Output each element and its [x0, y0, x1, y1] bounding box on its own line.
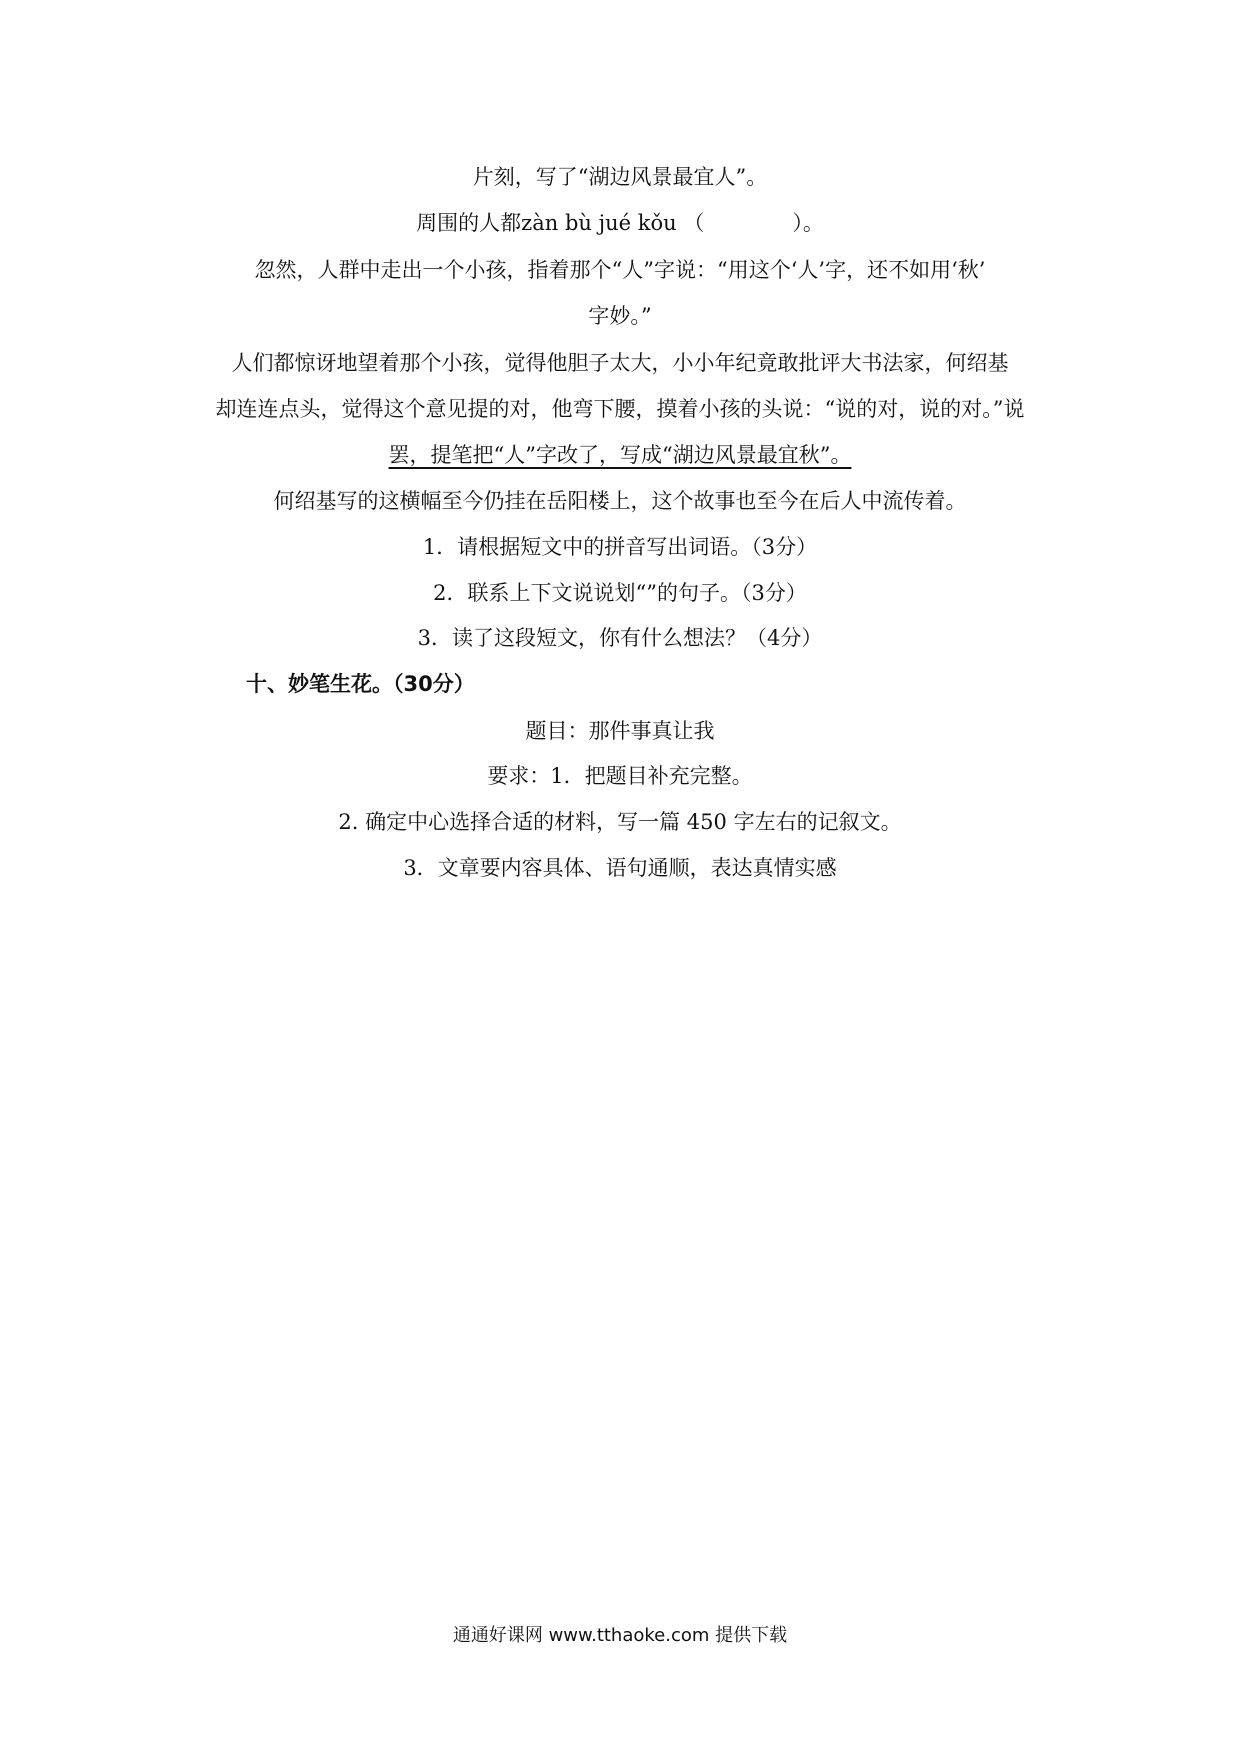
section-10-heading: 十、妙笔生花。（30分）: [246, 672, 475, 696]
story-paragraph-4-line-1: 人们都惊讶地望着那个小孩，觉得他胆子太大，小小年纪竟敢批评大书法家，何绍基: [231, 351, 1009, 375]
story-paragraph-3-line-2: 字妙。”: [588, 304, 652, 328]
paragraph-text: 周围的人都: [416, 211, 522, 235]
story-paragraph-5: 何绍基写的这横幅至今仍挂在岳阳楼上，这个故事也至今在后人中流传着。: [273, 489, 967, 513]
story-paragraph-3-line-1: 忽然，人群中走出一个小孩，指着那个“人”字说：“用这个‘人’字，还不如用‘秋’: [254, 258, 986, 282]
question-2: 2．联系上下文说说划“”的句子。（3分）: [433, 581, 807, 605]
story-paragraph-4-line-2: 却连连点头，觉得这个意见提的对，他弯下腰，摸着小孩的头说：“说的对，说的对。”说: [215, 397, 1025, 421]
answer-open-paren: （: [683, 211, 705, 235]
composition-title: 题目：那件事真让我: [525, 719, 715, 743]
requirement-2: 2. 确定中心选择合适的材料，写一篇 450 字左右的记叙文。: [338, 810, 902, 834]
question-1: 1．请根据短文中的拼音写出词语。（3分）: [422, 535, 818, 559]
requirement-3: 3．文章要内容具体、语句通顺，表达真情实感: [403, 856, 837, 880]
underlined-sentence: 罢，提笔把“人”字改了，写成“湖边风景最宜秋”。: [388, 443, 852, 467]
story-paragraph-2: [0, 207, 1240, 239]
pinyin-prompt: zàn bù jué kǒu: [521, 211, 677, 235]
question-3: 3．读了这段短文，你有什么想法？（4分）: [417, 626, 823, 650]
page-footer: 通通好课网 www.tthaoke.com 提供下载: [452, 1625, 788, 1646]
story-paragraph-1: 片刻，写了“湖边风景最宜人”。: [472, 165, 768, 189]
requirement-1: 要求：1．把题目补充完整。: [487, 764, 753, 788]
answer-close-paren: ）。: [792, 211, 824, 235]
